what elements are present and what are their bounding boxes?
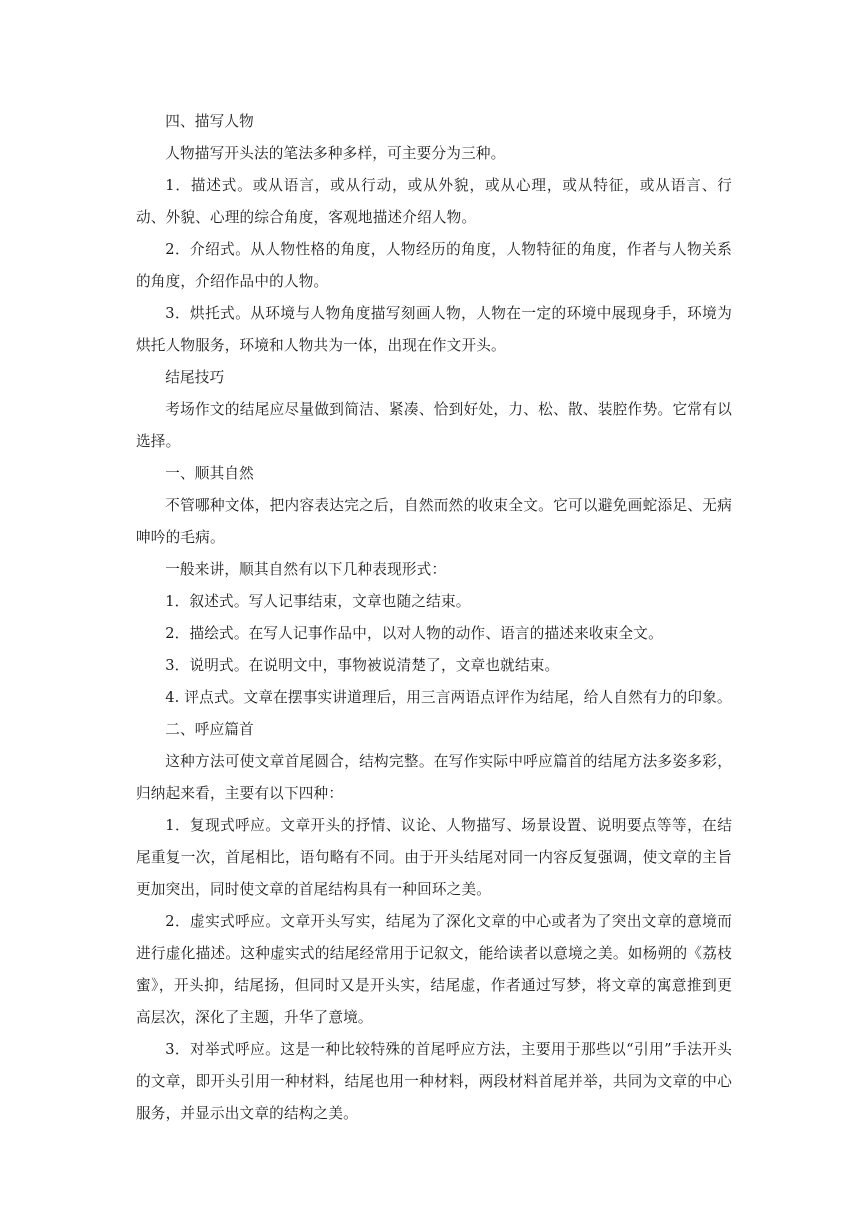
section-heading-echo-opening: 二、呼应篇首 [165,721,254,738]
section-heading-natural: 一、顺其自然 [165,465,254,482]
list-item-depictive: 2．描绘式。在写人记事作品中，以对人物的动作、语言的描述来收束全文。 [165,625,663,642]
section-heading-describe-characters: 四、描写人物 [165,113,254,130]
list-item-narrative: 1．叙述式。写人记事结束，文章也随之结束。 [165,593,471,610]
list-item-descriptive: 1．描述式。或从语言，或从行动，或从外貌，或从心理，或从特征，或从语言、行动、外貌、心理的综合角度，客观地描述介绍人物。 [136,177,732,226]
paragraph: 人物描写开头法的笔法多种多样，可主要分为三种。 [165,145,506,162]
list-item-contrast: 3．烘托式。从环境与人物角度描写刻画人物，人物在一定的环境中展现身手，环境为烘托人物服务，环境和人物共为一体，出现在作文开头。 [136,305,732,354]
list-item-virtual-real-echo: 2．虚实式呼应。文章开头写实，结尾为了深化文章的中心或者为了突出文章的意境而进行虚化描述。这种虚实式的结尾经常用于记叙文，能给读者以意境之美。如杨朔的《荔枝蜜》，开头抑，结尾扬，但同时又是开头实，结尾虚，作者通过写梦，将文章的寓意推到更高层次，深化了主题，升华了意境。 [136,913,732,1026]
list-item-commentary: 4. 评点式。文章在摆事实讲道理后，用三言两语点评作为结尾，给人自然有力的印象。 [165,689,732,706]
paragraph: 考场作文的结尾应尽量做到简洁、紧凑、恰到好处，力、松、散、装腔作势。它常有以选择。 [136,401,732,450]
section-heading-ending-techniques: 结尾技巧 [165,369,225,386]
paragraph: 一般来讲，顺其自然有以下几种表现形式： [165,561,447,578]
list-item-introductory: 2．介绍式。从人物性格的角度，人物经历的角度，人物特征的角度，作者与人物关系的角度，介绍作品中的人物。 [136,241,732,290]
paragraph: 不管哪种文体，把内容表达完之后，自然而然的收束全文。它可以避免画蛇添足、无病呻吟的毛病。 [136,497,732,546]
paragraph: 这种方法可使文章首尾圆合，结构完整。在写作实际中呼应篇首的结尾方法多姿多彩，归纳起来看，主要有以下四种： [136,753,732,802]
list-item-parallel-echo: 3．对举式呼应。这是一种比较特殊的首尾呼应方法，主要用于那些以“引用”手法开头的文章，即开头引用一种材料，结尾也用一种材料，两段材料首尾并举，共同为文章的中心服务，并显示出文章的结构之美。 [136,1041,732,1122]
document-body [136,106,732,1130]
list-item-explanatory: 3．说明式。在说明文中，事物被说清楚了，文章也就结束。 [165,657,560,674]
list-item-repetition-echo: 1．复现式呼应。文章开头的抒情、议论、人物描写、场景设置、说明要点等等，在结尾重复一次，首尾相比，语句略有不同。由于开头结尾对同一内容反复强调，使文章的主旨更加突出，同时使文章的首尾结构具有一种回环之美。 [136,817,732,898]
